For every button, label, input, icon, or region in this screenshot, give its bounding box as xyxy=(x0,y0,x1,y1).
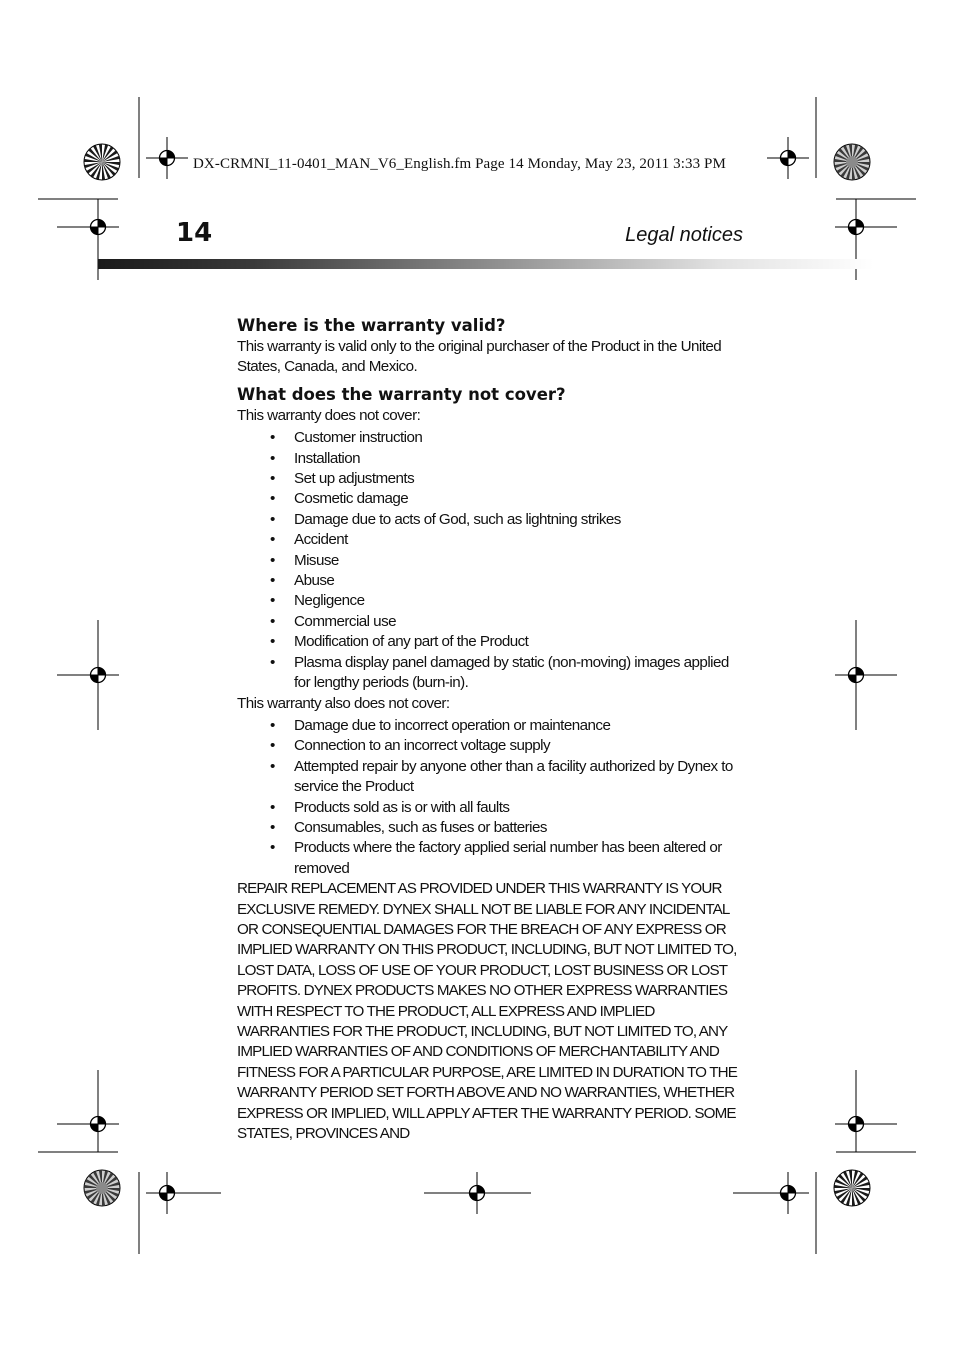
bullet-icon: • xyxy=(270,470,275,488)
paragraph-not-cover-intro: This warranty does not cover: xyxy=(237,406,421,424)
list-item-text: Modification of any part of the Product xyxy=(294,633,529,651)
list-item xyxy=(270,838,747,879)
bullet-icon: • xyxy=(270,592,275,610)
bullet-icon: • xyxy=(270,449,275,467)
bullet-icon: • xyxy=(270,429,275,447)
bullet-icon: • xyxy=(270,490,275,508)
list-item xyxy=(270,449,747,469)
list-item xyxy=(270,632,747,652)
list-item-text: Products sold as is or with all faults xyxy=(294,798,510,816)
list-item xyxy=(270,530,747,550)
list-item-text: Damage due to acts of God, such as lightning strikes xyxy=(294,510,621,528)
list-item-text: Customer instruction xyxy=(294,429,423,447)
list-item xyxy=(270,612,747,632)
color-star-target-icon xyxy=(84,1170,120,1206)
list-item xyxy=(270,510,747,530)
disclaimer-paragraph: REPAIR REPLACEMENT AS PROVIDED UNDER THIS WARRANTY IS YOUR EXCLUSIVE REMEDY. DYNEX SHALL NOT BE LIABLE FOR ANY INCIDENTAL OR CONSEQUENTIAL DAMAGES FOR THE BREACH OF ANY EXPRESS OR IMPLIED WARRANTY ON THIS PRODUCT, INCLUDING, BUT NOT LIMITED TO, LOST DATA, LOSS OF USE OF YOUR PRODUCT, LOST BUSINESS OR LOST PROFITS. DYNEX PRODUCTS MAKES NO OTHER EXPRESS WARRANTIES WITH RESPECT TO THE PRODUCT, ALL EXPRESS AND IMPLIED WARRANTIES FOR THE PRODUCT, INCLUDING, BUT NOT LIMITED TO, ANY IMPLIED WARRANTIES OF AND CONDITIONS OF MERCHANTABILITY AND FITNESS FOR A PARTICULAR PURPOSE, ARE LIMITED IN DURATION TO THE WARRANTY PERIOD SET FORTH ABOVE AND NO WARRANTIES, WHETHER EXPRESS OR IMPLIED, WILL APPLY AFTER THE WARRANTY PERIOD. SOME STATES, PROVINCES AND xyxy=(237,880,738,1143)
list-item xyxy=(270,469,747,489)
list-item xyxy=(270,757,747,798)
list-item-text: Damage due to incorrect operation or maintenance xyxy=(294,716,611,734)
section-title: Legal notices xyxy=(625,224,743,246)
bullet-icon: • xyxy=(270,716,275,734)
bullet-icon: • xyxy=(270,737,275,755)
file-slug: DX-CRMNI_11-0401_MAN_V6_English.fm Page 14 Monday, May 23, 2011 3:33 PM xyxy=(193,156,726,172)
color-star-target-icon xyxy=(834,1170,870,1206)
list-item xyxy=(270,489,747,509)
list-item xyxy=(270,653,747,694)
bullet-icon: • xyxy=(270,757,275,775)
list-item xyxy=(270,818,747,838)
paragraph-warranty-valid: This warranty is valid only to the original purchaser of the Product in the United States, Canada, and Mexico. xyxy=(237,338,722,376)
bullet-icon: • xyxy=(270,531,275,549)
list-item xyxy=(270,798,747,818)
header-rule xyxy=(98,259,874,269)
list-item-text: Set up adjustments xyxy=(294,470,415,488)
list-item-text: Connection to an incorrect voltage supply xyxy=(294,737,551,755)
list-item xyxy=(270,571,747,591)
list-item-text: Abuse xyxy=(294,572,335,590)
bullet-icon: • xyxy=(270,798,275,816)
bullet-icon: • xyxy=(270,551,275,569)
bullet-icon: • xyxy=(270,612,275,630)
heading-not-cover: What does the warranty not cover? xyxy=(237,384,566,404)
list-item xyxy=(270,716,747,736)
color-star-target-icon xyxy=(84,144,120,180)
list-item-text: Accident xyxy=(294,531,348,549)
list-item xyxy=(270,736,747,756)
bullet-icon: • xyxy=(270,653,275,671)
page-content xyxy=(237,315,747,1144)
list-item-text: Commercial use xyxy=(294,612,397,630)
page-number: 14 xyxy=(176,218,213,248)
bullet-icon: • xyxy=(270,818,275,836)
list-item-text: Products where the factory applied serial number has been altered or removed xyxy=(294,839,722,877)
bullet-icon: • xyxy=(270,633,275,651)
list-item-text: Consumables, such as fuses or batteries xyxy=(294,818,547,836)
list-item xyxy=(270,591,747,611)
list-item-text: Installation xyxy=(294,449,361,467)
not-cover-list xyxy=(237,428,747,693)
list-item-text: Negligence xyxy=(294,592,365,610)
list-item-text: Plasma display panel damaged by static (non-moving) images applied for lengthy periods (burn-in). xyxy=(294,653,729,692)
color-star-target-icon xyxy=(834,144,870,180)
list-item-text: Misuse xyxy=(294,551,339,569)
list-item xyxy=(270,551,747,571)
list-item-text: Cosmetic damage xyxy=(294,490,409,508)
list-item xyxy=(270,428,747,448)
also-not-cover-list xyxy=(237,716,747,879)
bullet-icon: • xyxy=(270,572,275,590)
heading-warranty-valid: Where is the warranty valid? xyxy=(237,316,506,335)
bullet-icon: • xyxy=(270,839,275,857)
list-item-text: Attempted repair by anyone other than a facility authorized by Dynex to service the Product xyxy=(294,757,733,796)
paragraph-not-cover-intro-2: This warranty also does not cover: xyxy=(237,694,450,712)
bullet-icon: • xyxy=(270,510,275,528)
